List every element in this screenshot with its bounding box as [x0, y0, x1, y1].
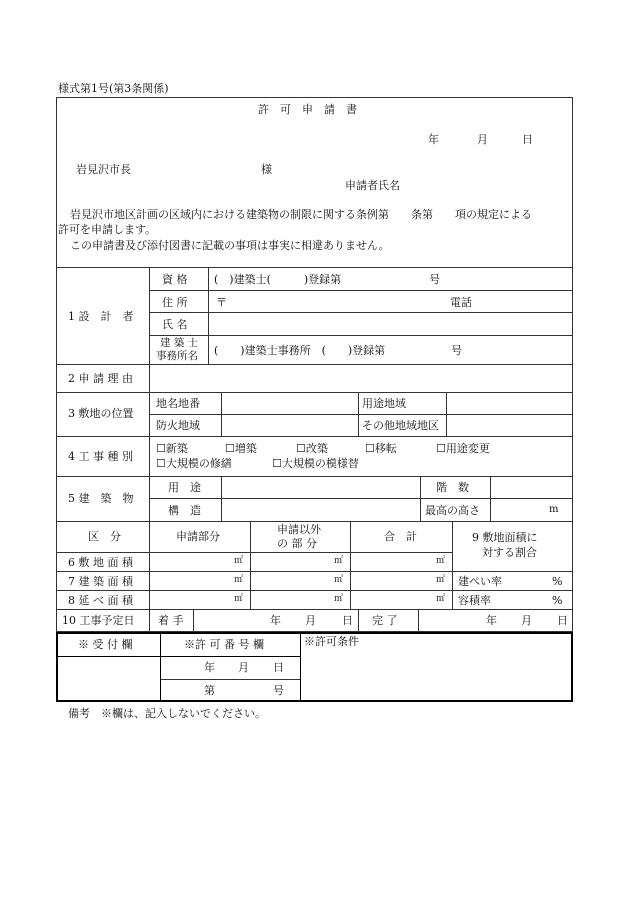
site-area-label: 6 敷 地 面 積 [68, 556, 133, 569]
footer-note: 備考 ※欄は、記入しないでください。 [68, 707, 266, 720]
date-month: 月 [477, 133, 488, 146]
fire-district-label: 防火地域 [156, 419, 200, 432]
area-header-applied: 申請部分 [176, 530, 220, 543]
use-district-label: 用途地域 [362, 397, 406, 410]
page-title: 許 可 申 請 書 [258, 103, 357, 116]
area-header-category: 区 分 [88, 530, 121, 543]
reason-section-label: 2 申 請 理 由 [68, 372, 133, 385]
start-label: 着 手 [158, 614, 184, 627]
office-label-line-1: 建 築 士 [160, 337, 199, 349]
start-year: 年 [270, 614, 281, 627]
floors-label: 階 数 [436, 481, 469, 494]
area-header-other-1: 申請以外 [277, 523, 321, 536]
body-text-line-2: 許可を申請します。 [58, 223, 157, 236]
start-month: 月 [305, 614, 316, 627]
other-district-label: その他地域地区 [362, 419, 439, 432]
sqm-unit: ㎡ [234, 594, 244, 604]
form-code: 様式第1号(第3条関係) [58, 82, 169, 95]
area-header-ratio-1: 9 敷地面積に [472, 531, 538, 544]
office-value: ( )建築士事務所 ( )登録第 号 [214, 344, 463, 357]
work-type-section-label: 4 工 事 種 別 [68, 450, 133, 463]
permit-year: 年 [204, 661, 215, 674]
end-day: 日 [557, 614, 568, 627]
sqm-unit: ㎡ [436, 575, 446, 585]
sqm-unit: ㎡ [334, 556, 344, 566]
permit-number-label: ※許 可 番 号 欄 [184, 638, 264, 651]
name-label: 氏 名 [162, 318, 188, 331]
permit-conditions-label: ※許可条件 [304, 635, 359, 648]
date-day: 日 [522, 133, 533, 146]
floor-area-label: 8 延 べ 面 積 [68, 594, 133, 607]
postal-mark: 〒 [216, 296, 227, 309]
qualification-label: 資 格 [162, 273, 188, 286]
floor-area-pct: % [552, 594, 563, 607]
floor-area-ratio-label: 容積率 [458, 594, 491, 607]
area-header-total: 合 計 [384, 530, 417, 543]
checkbox-major-remodel[interactable]: ☐大規模の模様替 [272, 457, 359, 470]
lot-number-label: 地名地番 [156, 397, 200, 410]
phone-label: 電話 [450, 296, 472, 309]
checkbox-use-change[interactable]: ☐用途変更 [436, 442, 490, 455]
building-area-label: 7 建 築 面 積 [68, 575, 133, 588]
checkbox-major-repair[interactable]: ☐大規模の修繕 [156, 457, 232, 470]
checkbox-rebuild[interactable]: ☐改築 [296, 442, 328, 455]
date-year: 年 [428, 133, 439, 146]
building-structure-label: 構 造 [168, 504, 201, 517]
qualification-value: ( )建築士( )登録第 号 [214, 273, 441, 286]
sqm-unit: ㎡ [334, 575, 344, 585]
sqm-unit: ㎡ [436, 594, 446, 604]
reception-label: ※ 受 付 欄 [78, 638, 133, 651]
building-section-label: 5 建 築 物 [68, 492, 134, 505]
meter-unit: m [549, 504, 559, 515]
area-header-other-2: の 部 分 [277, 537, 317, 550]
office-label-line-2: 事務所名 [156, 350, 198, 362]
site-section-label: 3 敷地の位置 [68, 407, 134, 420]
permit-go: 号 [273, 684, 284, 697]
addressee-sama: 様 [261, 163, 272, 176]
start-day: 日 [342, 614, 353, 627]
applicant-name-label: 申請者氏名 [345, 179, 400, 192]
permit-month: 月 [238, 661, 249, 674]
checkbox-new[interactable]: ☐新築 [156, 442, 188, 455]
end-label: 完 了 [372, 614, 398, 627]
end-year: 年 [486, 614, 497, 627]
designer-section-label: 1 設 計 者 [68, 310, 134, 323]
area-header-ratio-2: 対する割合 [482, 546, 537, 559]
building-use-label: 用 途 [168, 481, 201, 494]
addressee-mayor: 岩見沢市長 [76, 163, 131, 176]
sqm-unit: ㎡ [436, 556, 446, 566]
body-text-line-3: この申請書及び添付図書に記載の事項は事実に相違ありません。 [70, 239, 390, 252]
coverage-pct: % [552, 575, 563, 588]
sqm-unit: ㎡ [234, 556, 244, 566]
permit-day: 日 [273, 661, 284, 674]
sqm-unit: ㎡ [334, 594, 344, 604]
coverage-ratio-label: 建ぺい率 [458, 575, 502, 588]
body-text-line-1: 岩見沢市地区計画の区域内における建築物の制限に関する条例第 条第 項の規定による [70, 208, 532, 221]
address-label: 住 所 [162, 296, 188, 309]
permit-dai: 第 [204, 684, 215, 697]
schedule-section-label: 10 工事予定日 [62, 614, 135, 627]
checkbox-extension[interactable]: ☐増築 [225, 442, 257, 455]
checkbox-relocation[interactable]: ☐移転 [365, 442, 397, 455]
sqm-unit: ㎡ [234, 575, 244, 585]
max-height-label: 最高の高さ [425, 504, 480, 517]
end-month: 月 [521, 614, 532, 627]
